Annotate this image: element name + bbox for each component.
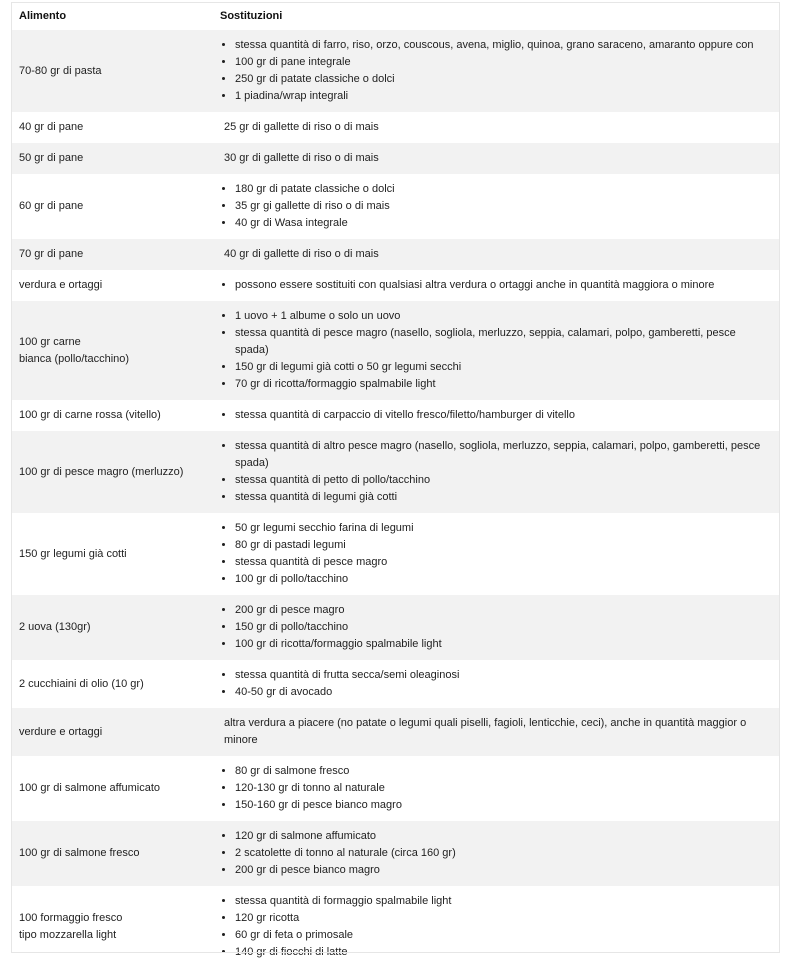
substitutions-cell [212, 270, 779, 301]
substitutions-cell [212, 400, 779, 431]
substitution-item: • 1 piadina/wrap integrali [235, 88, 771, 105]
substitution-item: • stessa quantità di formaggio spalmabile light [235, 893, 771, 910]
substitutions-cell [212, 513, 779, 595]
substitution-list [220, 520, 771, 588]
substitution-item: • 100 gr di pane integrale [235, 54, 771, 71]
food-cell: 100 gr di pesce magro (merluzzo) [11, 431, 212, 513]
substitution-item: • 120 gr di salmone affumicato [235, 828, 771, 845]
substitution-text: altra verdura a piacere (no patate o legumi quali piselli, fagioli, lenticchie, ceci), anche in quantità maggior o minore [224, 717, 747, 746]
substitutions-cell [212, 301, 779, 400]
substitution-item: • stessa quantità di farro, riso, orzo, couscous, avena, miglio, quinoa, grano saraceno, amaranto oppure con [235, 37, 771, 54]
food-cell: verdure e ortaggi [11, 708, 212, 756]
food-cell: 2 uova (130gr) [11, 595, 212, 660]
substitution-item: • 40 gr di Wasa integrale [235, 215, 771, 232]
substitutions-cell [212, 708, 779, 756]
substitution-item: • 80 gr di pastadi legumi [235, 537, 771, 554]
food-cell: 60 gr di pane [11, 174, 212, 239]
food-cell: 50 gr di pane [11, 143, 212, 174]
substitution-item: • 2 scatolette di tonno al naturale (circa 160 gr) [235, 845, 771, 862]
substitution-list [220, 763, 771, 814]
substitutions-table [11, 2, 779, 968]
substitution-item: • 40-50 gr di avocado [235, 684, 771, 701]
substitution-item: • 180 gr di patate classiche o dolci [235, 181, 771, 198]
substitution-list [220, 407, 771, 424]
substitutions-cell [212, 30, 779, 112]
substitution-item: • 100 gr di ricotta/formaggio spalmabile light [235, 636, 771, 653]
substitution-item: • stessa quantità di pesce magro [235, 554, 771, 571]
table-row [11, 513, 779, 595]
table-row [11, 174, 779, 239]
substitution-list [220, 308, 771, 393]
header-substitutions: Sostituzioni [212, 2, 779, 30]
substitution-item: • 150 gr di pollo/tacchino [235, 619, 771, 636]
substitution-list [220, 667, 771, 701]
substitution-list [220, 181, 771, 232]
substitutions-cell [212, 174, 779, 239]
food-cell: 100 gr di salmone fresco [11, 821, 212, 886]
substitution-item: • stessa quantità di altro pesce magro (nasello, sogliola, merluzzo, seppia, calamari, polpo, gamberetti, pesce spada) [235, 438, 771, 472]
substitution-item: • 250 gr di patate classiche o dolci [235, 71, 771, 88]
substitution-text: 40 gr di gallette di riso o di mais [224, 248, 379, 260]
substitution-item: • 70 gr di ricotta/formaggio spalmabile light [235, 376, 771, 393]
substitution-item: • stessa quantità di frutta secca/semi oleaginosi [235, 667, 771, 684]
substitution-item: • 200 gr di pesce bianco magro [235, 862, 771, 879]
table-body [11, 30, 779, 968]
table-row [11, 270, 779, 301]
food-cell: 2 cucchiaini di olio (10 gr) [11, 660, 212, 708]
substitution-item: • stessa quantità di petto di pollo/tacchino [235, 472, 771, 489]
food-cell: 70-80 gr di pasta [11, 30, 212, 112]
table-row [11, 301, 779, 400]
substitutions-cell [212, 431, 779, 513]
food-cell: 70 gr di pane [11, 239, 212, 270]
substitution-item: • possono essere sostituiti con qualsiasi altra verdura o ortaggi anche in quantità maggiora o minore [235, 277, 771, 294]
substitution-item: • stessa quantità di legumi già cotti [235, 489, 771, 506]
substitutions-cell [212, 756, 779, 821]
header-food: Alimento [11, 2, 212, 30]
substitution-item: • 120-130 gr di tonno al naturale [235, 780, 771, 797]
substitution-item: • 150 gr di legumi già cotti o 50 gr legumi secchi [235, 359, 771, 376]
substitutions-cell [212, 595, 779, 660]
table-row [11, 708, 779, 756]
table-row [11, 756, 779, 821]
substitution-text: 30 gr di gallette di riso o di mais [224, 152, 379, 164]
food-cell: 100 gr carne bianca (pollo/tacchino) [11, 301, 212, 400]
substitution-list [220, 828, 771, 879]
table-row [11, 400, 779, 431]
table-row [11, 660, 779, 708]
substitution-item: • 100 gr di pollo/tacchino [235, 571, 771, 588]
food-cell: 100 formaggio fresco tipo mozzarella light [11, 886, 212, 968]
substitutions-cell [212, 821, 779, 886]
table-row [11, 143, 779, 174]
substitution-list [220, 37, 771, 105]
table-row [11, 239, 779, 270]
substitution-list [220, 893, 771, 961]
food-cell: 40 gr di pane [11, 112, 212, 143]
table-row [11, 112, 779, 143]
substitution-list [220, 602, 771, 653]
substitution-list [220, 438, 771, 506]
food-cell: verdura e ortaggi [11, 270, 212, 301]
substitutions-cell [212, 886, 779, 968]
table-row [11, 30, 779, 112]
substitution-list [220, 277, 771, 294]
substitutions-cell [212, 112, 779, 143]
food-cell: 100 gr di carne rossa (vitello) [11, 400, 212, 431]
substitution-text: 25 gr di gallette di riso o di mais [224, 121, 379, 133]
substitutions-cell [212, 143, 779, 174]
substitution-item: • 35 gr gi gallette di riso o di mais [235, 198, 771, 215]
table-row [11, 595, 779, 660]
substitution-item: • 1 uovo + 1 albume o solo un uovo [235, 308, 771, 325]
substitution-item: • stessa quantità di pesce magro (nasello, sogliola, merluzzo, seppia, calamari, polpo, gamberetti, pesce spada) [235, 325, 771, 359]
substitution-item: • 80 gr di salmone fresco [235, 763, 771, 780]
substitution-item: • 50 gr legumi secchio farina di legumi [235, 520, 771, 537]
food-cell: 100 gr di salmone affumicato [11, 756, 212, 821]
table-row [11, 821, 779, 886]
substitutions-cell [212, 660, 779, 708]
substitution-item: • stessa quantità di carpaccio di vitello fresco/filetto/hamburger di vitello [235, 407, 771, 424]
substitution-item: • 200 gr di pesce magro [235, 602, 771, 619]
substitution-item: • 120 gr ricotta [235, 910, 771, 927]
substitutions-cell [212, 239, 779, 270]
food-cell: 150 gr legumi già cotti [11, 513, 212, 595]
substitution-item: • 150-160 gr di pesce bianco magro [235, 797, 771, 814]
table-row [11, 886, 779, 968]
substitution-item: • 60 gr di feta o primosale [235, 927, 771, 944]
table-row [11, 431, 779, 513]
substitution-item: • 140 gr di fiocchi di latte [235, 944, 771, 961]
table-header-row [11, 2, 779, 30]
